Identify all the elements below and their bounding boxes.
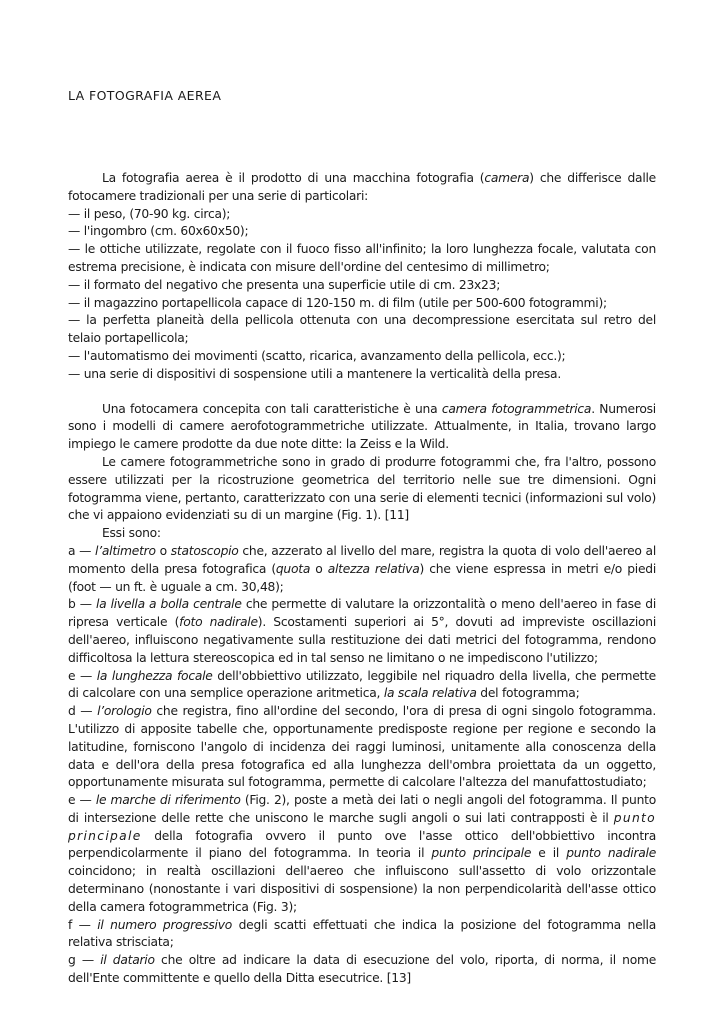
item-a-altimetro: a — l’altimetro o statoscopio che, azzerato al livello del mare, registra la quota di volo dell'aereo al momento della presa fotografica (quota o altezza relativa) che viene espressa in metri e/o piedi (foot — un ft. è uguale a cm. 30,48); [68, 543, 657, 594]
list-item: — le ottiche utilizzate, regolate con il fuoco fisso all'infinito; la loro lunghezza focale, valutata con estrema precisione, è indicata con misure dell'ordine del centesimo di millimetro; [68, 242, 656, 274]
item-f-numero: f — il numero progressivo degli scatti effettuati che indica la posizione del fotogramma nella relativa strisciata; [68, 917, 657, 950]
list-item: — l'ingombro (cm. 60x60x50); [68, 224, 249, 239]
document-body [68, 170, 656, 988]
list-item: — il peso, (70-90 kg. circa); [68, 206, 231, 221]
list-item: — la perfetta planeità della pellicola ottenuta con una decompressione esercitata sul retro del telaio portapellicola; [68, 313, 656, 346]
paragraph-fotogrammi: Le camere fotogrammetriche sono in grado di produrre fotogrammi che, fra l'altro, possono essere utilizzati per la ricostruzione geometrica del territorio nelle sue tre dimensioni. Ogni fotogramma viene, pertanto, caratterizzato con una serie di elementi tecnici (informazioni sul volo) che vi appaiono evidenziati su di un margine (Fig. 1). [11] [68, 454, 656, 523]
list-item: — una serie di dispositivi di sospensione utili a mantenere la verticalità della presa. [68, 366, 561, 381]
item-e-lunghezza-focale: e — la lunghezza focale dell'obbiettivo utilizzato, leggibile nel riquadro della livella, che permette di calcolare con una semplice operazione aritmetica, la scala relativa del fotogramma; [68, 668, 656, 701]
item-g-datario: g — il datario che oltre ad indicare la data di esecuzione del volo, riporta, di norma, il nome dell'Ente committente e quello della Ditta esecutrice. [13] [68, 953, 657, 986]
item-d-orologio: d — l’orologio che registra, fino all'ordine del secondo, l'ora di presa di ogni singolo fotogramma. L'utilizzo di apposite tabelle che, opportunamente predisposte regione per regione e secondo la latitudine, forniscono l'angolo di incidenza dei raggi luminosi, unitamente alla conoscenza della data e dell'ora della presa fotografica ed alla lunghezza dell'ombra proiettata da un oggetto, opportunamente misurata sul fotogramma, permette di calcolare l'altezza del manufattostudiato; [68, 704, 656, 790]
item-b-livella: b — la livella a bolla centrale che permette di valutare la orizzontalità o meno dell'aereo in fase di ripresa verticale (foto nadirale). Scostamenti superiori ai 5°, dovuti ad impreviste oscillazioni dell'aereo, influiscono negativamente sulla restituzione dei dati metrici del fotogramma, rendono difficoltosa la lettura stereoscopica ed in tal senso ne limitano o ne impediscono l'utilizzo; [68, 597, 656, 665]
list-item: — il formato del negativo che presenta una superficie utile di cm. 23x23; [68, 277, 501, 292]
list-item: — il magazzino portapellicola capace di 120-150 m. di film (utile per 500-600 fotogrammi); [68, 295, 607, 310]
paragraph-essi-sono: Essi sono: [102, 526, 161, 541]
paragraph-camera: Una fotocamera concepita con tali caratteristiche è una camera fotogrammetrica. Numerosi sono i modelli di camere aerofotogrammetriche utilizzate. Attualmente, in Italia, trovano largo impiego le camere prodotte da due note ditte: la Zeiss e la Wild. [68, 401, 656, 452]
item-e-marche: e — le marche di riferimento (Fig. 2), poste a metà dei lati o negli angoli del fotogramma. Il punto di intersezione delle rette che uniscono le marche sugli angoli o sui lati contrapposti è il punto principale della fotografia ovvero il punto ove l'asse ottico dell'obbiettivo incontra perpendicolarmente il piano del fotogramma. In teoria il punto principale e il punto nadirale coincidono; in realtà oscillazioni dell'aereo che influiscono sull'assetto di volo orizzontale determinano (nonostante i vari dispositivi di sospensione) la non perpendicolarità dell'asse ottico della camera fotogrammetrica (Fig. 3); [68, 793, 657, 914]
page-title: LA FOTOGRAFIA AEREA [68, 88, 222, 103]
list-item: — l'automatismo dei movimenti (scatto, ricarica, avanzamento della pellicola, ecc.); [68, 348, 566, 363]
intro-paragraph: La fotografia aerea è il prodotto di una macchina fotografia (camera) che differisce dalle fotocamere tradizionali per una serie di particolari: [68, 171, 656, 203]
